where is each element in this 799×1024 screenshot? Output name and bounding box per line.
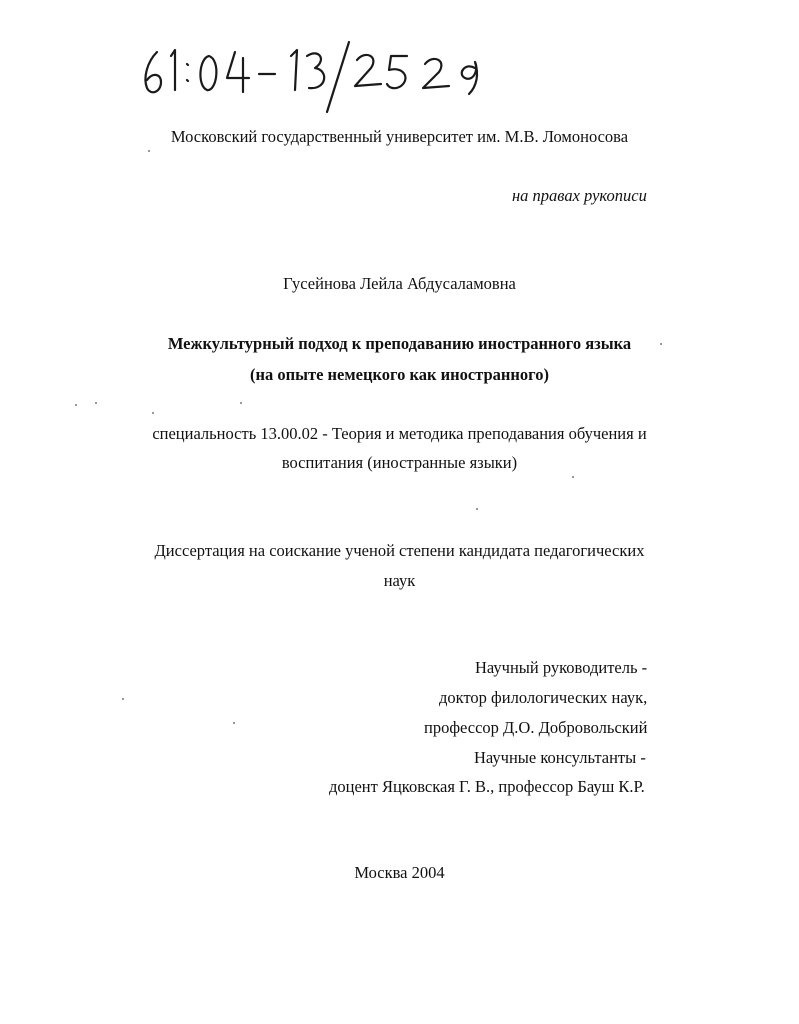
specialty-line1: специальность 13.00.02 - Теория и методика преподавания обучения и [152,424,647,443]
manuscript-note: на правах рукописи [512,186,647,205]
author-name: Гусейнова Лейла Абдусаламовна [283,274,516,293]
university-name: Московский государственный университет им. М.В. Ломоносова [170,127,629,146]
scan-speck [75,404,77,406]
degree-line2: наук [383,571,416,590]
scan-speck [240,402,242,404]
supervisor-degree: доктор филологических наук, [439,688,648,707]
dissertation-title-line2: (на опыте немецкого как иностранного) [249,365,549,384]
degree-line1: Диссертация на соискание ученой степени кандидата педагогических [154,541,645,560]
scan-speck [122,698,124,700]
consultants-names: доцент Яцковская Г. В., профессор Бауш К.Р. [329,777,645,796]
scan-speck [148,150,150,152]
specialty-line2: воспитания (иностранные языки) [281,453,518,472]
scan-speck [95,402,97,404]
handwritten-archive-number [135,34,515,114]
handwritten-code-drawing [135,34,515,114]
consultants-heading: Научные консультанты - [474,748,646,767]
supervisor-heading: Научный руководитель - [475,658,648,677]
scan-speck [233,722,235,724]
scan-speck [572,476,574,478]
scan-speck [152,412,154,414]
supervisor-name: профессор Д.О. Добровольский [424,718,648,737]
scan-speck [476,508,478,510]
city-year: Москва 2004 [354,863,445,882]
scan-speck [660,343,662,345]
dissertation-title-line1: Межкультурный подход к преподаванию иностранного языка [167,334,632,353]
